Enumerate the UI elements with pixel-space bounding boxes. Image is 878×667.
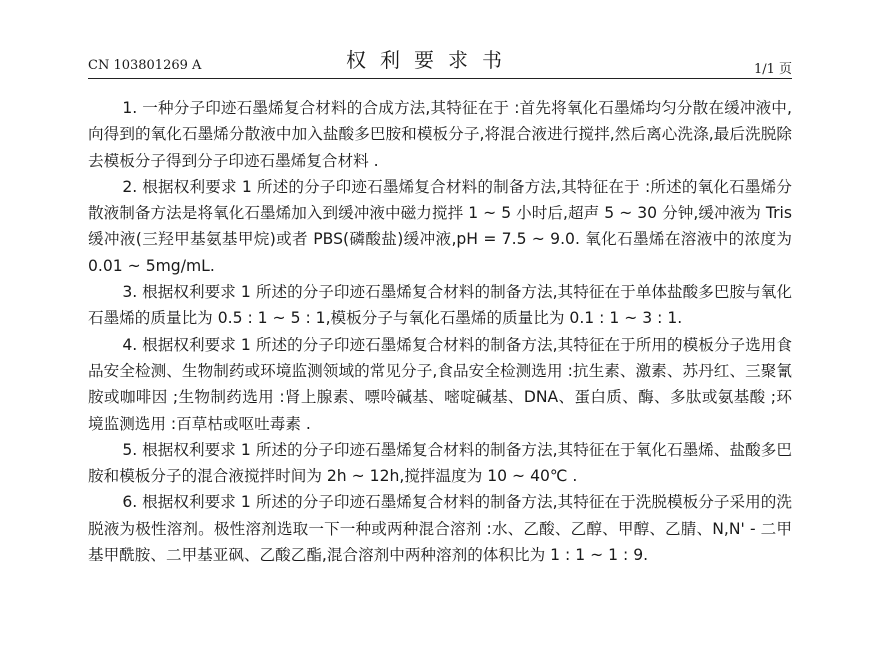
header-divider (88, 78, 792, 79)
claim-5: 5. 根据权利要求 1 所述的分子印迹石墨烯复合材料的制备方法,其特征在于氧化石墨烯、盐酸多巴胺和模板分子的混合液搅拌时间为 2h ~ 12h,搅拌温度为 10 ~ 40℃ . (88, 440, 792, 486)
claim-3: 3. 根据权利要求 1 所述的分子印迹石墨烯复合材料的制备方法,其特征在于单体盐酸多巴胺与氧化石墨烯的质量比为 0.5 : 1 ~ 5 : 1,模板分子与氧化石墨烯的质量比为 0.1 : 1 ~ 3 : 1. (88, 283, 792, 328)
claim-1: 1. 一种分子印迹石墨烯复合材料的合成方法,其特征在于 :首先将氧化石墨烯均匀分散在缓冲液中,向得到的氧化石墨烯分散液中加入盐酸多巴胺和模板分子,将混合液进行搅拌,然后离心洗涤,最后洗脱除去模板分子得到分子印迹石墨烯复合材料 . (88, 99, 792, 170)
page-header (88, 44, 792, 78)
document-title: 权利要求书 (346, 48, 516, 72)
publication-number: CN 103801269 A (88, 58, 202, 73)
claim-4: 4. 根据权利要求 1 所述的分子印迹石墨烯复合材料的制备方法,其特征在于所用的模板分子选用食品安全检测、生物制药或环境监测领域的常见分子,食品安全检测选用 :抗生素、激素、苏丹红、三聚氰胺或咖啡因 ;生物制药选用 :肾上腺素、嘌呤碱基、嘧啶碱基、DNA、蛋白质、酶、多肽或氨基酸 ;环境监测选用 :百草枯或呕吐毒素 . (88, 335, 792, 433)
claims-body (88, 95, 792, 568)
claim-6: 6. 根据权利要求 1 所述的分子印迹石墨烯复合材料的制备方法,其特征在于洗脱模板分子采用的洗脱液为极性溶剂。极性溶剂选取一下一种或两种混合溶剂 :水、乙酸、乙醇、甲醇、乙腈、N,N' - 二甲基甲酰胺、二甲基亚砜、乙酸乙酯,混合溶剂中两种溶剂的体积比为 1 : 1 ~ 1 : 9. (88, 493, 792, 565)
page-indicator: 1/1 页 (753, 62, 792, 77)
claim-2: 2. 根据权利要求 1 所述的分子印迹石墨烯复合材料的制备方法,其特征在于 :所述的氧化石墨烯分散液制备方法是将氧化石墨烯加入到缓冲液中磁力搅拌 1 ~ 5 小时后,超声 5 ~ 30 分钟,缓冲液为 Tris 缓冲液(三羟甲基氨基甲烷)或者 PBS(磷酸盐)缓冲液,pH = 7.5 ~ 9.0. 氧化石墨烯在溶液中的浓度为 0.01 ~ 5mg/mL. (88, 177, 792, 275)
